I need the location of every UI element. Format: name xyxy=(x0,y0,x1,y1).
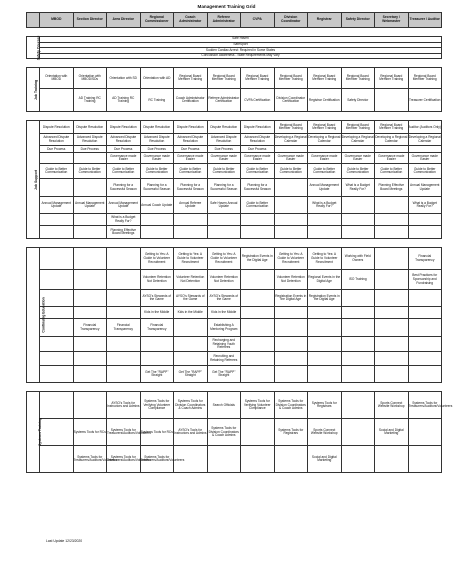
support-cell xyxy=(308,214,342,226)
systems-cell xyxy=(40,419,74,446)
column-header: Registrar xyxy=(308,13,342,28)
training-cell: Orientation with MBOD xyxy=(40,68,74,89)
last-update-footer: Last Update 12/23/2020 xyxy=(46,539,83,543)
education-cell xyxy=(40,248,74,270)
education-cell xyxy=(107,307,141,319)
education-cell xyxy=(140,352,174,366)
education-cell xyxy=(73,337,107,352)
education-cell xyxy=(241,352,275,366)
support-cell: Due Process xyxy=(73,146,107,153)
education-cell: ISO Training xyxy=(341,270,375,290)
education-cell xyxy=(241,270,275,290)
section-spacer xyxy=(27,28,442,37)
safety-course: SafeSport xyxy=(40,42,442,48)
support-cell: Guide to Better Communication xyxy=(241,197,275,214)
column-header: Area Director xyxy=(107,13,141,28)
support-cell xyxy=(140,226,174,239)
column-header: MBOD xyxy=(40,13,74,28)
page-title: Management Training Grid xyxy=(197,4,256,9)
training-cell: Safety Director xyxy=(341,89,375,112)
education-cell xyxy=(308,352,342,366)
education-cell xyxy=(308,319,342,337)
training-cell: Referee Administrator Certification xyxy=(207,89,241,112)
column-header: Division Coordinator xyxy=(274,13,308,28)
support-cell: Developing a Regional Calendar xyxy=(308,134,342,146)
education-cell: AYSO's Stewards of the Game xyxy=(207,290,241,307)
education-cell xyxy=(375,248,409,270)
support-cell xyxy=(274,197,308,214)
education-cell xyxy=(375,366,409,383)
support-cell: Guide to Better Communication xyxy=(107,164,141,179)
support-cell xyxy=(408,146,442,153)
support-cell: Due Process xyxy=(241,146,275,153)
support-cell xyxy=(40,153,74,164)
education-cell: Getting to Yes: A Guide to Volunteer Recruitment xyxy=(274,248,308,270)
support-cell: Governance made Easier xyxy=(107,153,141,164)
education-cell: Getting to Yes: A Guide to Volunteer Recruitment xyxy=(308,248,342,270)
education-cell xyxy=(375,337,409,352)
support-cell: Annual Management Update xyxy=(107,197,141,214)
section-label-systems xyxy=(27,392,43,473)
support-cell xyxy=(73,153,107,164)
support-cell: Planning for a Successful Season xyxy=(207,179,241,197)
education-cell xyxy=(73,290,107,307)
support-cell: Dispute Resolution xyxy=(174,121,208,134)
education-cell: Volunteer Retention Not Detention xyxy=(140,270,174,290)
support-cell xyxy=(341,146,375,153)
support-cell: What is a Budget Really For? xyxy=(107,214,141,226)
education-cell: Volunteer Retention Not Detention xyxy=(207,270,241,290)
support-cell: Guide to Better Communication xyxy=(408,164,442,179)
safety-course: Safe Haven xyxy=(40,37,442,43)
support-cell: Due Process xyxy=(140,146,174,153)
section-label-continuing-ed xyxy=(27,248,46,383)
support-cell: Advanced Dispute Resolution xyxy=(40,134,74,146)
systems-cell xyxy=(341,392,375,419)
support-cell: Regional Board Member Training xyxy=(274,121,308,134)
systems-cell: Systems Tools for Treasurers/Auditors/Volunteers xyxy=(408,392,442,419)
support-cell: What is a Budget Really For? xyxy=(308,197,342,214)
training-cell: Orientation with AD xyxy=(140,68,174,89)
section-label-text: Safety Courses xyxy=(36,35,41,61)
training-cell: AD Training RC Training xyxy=(107,89,141,112)
support-cell: Guide to Better Communication xyxy=(73,164,107,179)
systems-cell: Systems Tools for Division Coordinators & Coach Admins xyxy=(274,392,308,419)
systems-cell xyxy=(40,392,74,419)
education-cell xyxy=(174,352,208,366)
section-spacer xyxy=(27,59,442,68)
education-cell: Get The "RAPP" Straight xyxy=(174,366,208,383)
column-header: CVPA xyxy=(241,13,275,28)
support-cell: Annual Management Update xyxy=(408,179,442,197)
section-spacer xyxy=(27,383,442,392)
systems-cell: Systems Tools for Division Coordinators & Coach Admins xyxy=(207,419,241,446)
support-cell: Guide to Better Communication xyxy=(207,164,241,179)
support-cell: What is a Budget Really For? xyxy=(341,179,375,197)
systems-cell: Sports Connect Website Workshop xyxy=(308,419,342,446)
support-cell: Guide to Better Communication xyxy=(40,164,74,179)
systems-cell: Systems Tools for Division Coordinators & Coach Admins xyxy=(174,392,208,419)
training-cell: Regional Board Member Training xyxy=(408,68,442,89)
support-cell: Developing a Regional Calendar xyxy=(375,134,409,146)
support-cell: Guide to Better Communication xyxy=(174,164,208,179)
support-cell: Annual Management Update xyxy=(308,179,342,197)
systems-cell: Systems Tools for Treasurers/Auditors/Volunteers xyxy=(107,446,141,473)
support-cell: Annual Referee Update xyxy=(174,197,208,214)
support-cell: Governance made Easier xyxy=(274,153,308,164)
column-header: Section Director xyxy=(73,13,107,28)
header-corner xyxy=(27,13,40,28)
training-cell: RC Training xyxy=(140,89,174,112)
education-cell xyxy=(308,337,342,352)
training-cell: Regional Board Member Training xyxy=(174,68,208,89)
support-cell xyxy=(140,214,174,226)
education-cell: Kids in the Middle xyxy=(140,307,174,319)
systems-cell xyxy=(408,419,442,446)
support-cell xyxy=(274,214,308,226)
support-cell: Planning for a Successful Season xyxy=(241,179,275,197)
support-cell xyxy=(274,146,308,153)
systems-cell xyxy=(241,419,275,446)
systems-cell: Systems Tools for Treasurers/Auditors/Volunteers xyxy=(107,419,141,446)
support-cell: Dispute Resolution xyxy=(241,121,275,134)
education-cell xyxy=(375,352,409,366)
support-cell: Advanced Dispute Resolution xyxy=(107,134,141,146)
education-cell xyxy=(341,337,375,352)
systems-cell: Systems Tools for RCs xyxy=(140,419,174,446)
education-cell xyxy=(107,248,141,270)
support-cell xyxy=(341,197,375,214)
support-cell: Due Process xyxy=(174,146,208,153)
support-cell: Annual Management Update xyxy=(73,197,107,214)
support-cell: Advanced Dispute Resolution xyxy=(140,134,174,146)
systems-cell xyxy=(274,446,308,473)
support-cell: Governance made Easier xyxy=(341,153,375,164)
support-cell xyxy=(73,179,107,197)
education-cell xyxy=(241,366,275,383)
support-cell: Advanced Dispute Resolution xyxy=(241,134,275,146)
education-cell xyxy=(174,319,208,337)
education-cell: Getting to Yes: A Guide to Volunteer Recruitment xyxy=(207,248,241,270)
education-cell xyxy=(341,352,375,366)
support-cell xyxy=(274,179,308,197)
support-cell: Developing a Regional Calendar xyxy=(274,134,308,146)
column-header: Coach Administrator xyxy=(174,13,208,28)
education-cell xyxy=(40,352,74,366)
education-cell xyxy=(241,337,275,352)
support-cell xyxy=(40,214,74,226)
support-cell xyxy=(274,226,308,239)
systems-cell: AYSO's Tools for Instructors and Admins xyxy=(107,392,141,419)
column-header: Secretary / Webmaster xyxy=(375,13,409,28)
education-cell xyxy=(241,290,275,307)
systems-cell xyxy=(408,446,442,473)
education-cell xyxy=(107,352,141,366)
support-cell: Planning for a Successful Season xyxy=(174,179,208,197)
support-cell: Dispute Resolution xyxy=(207,121,241,134)
support-cell: Governance made Easier xyxy=(241,153,275,164)
education-cell: Kids in the Middle xyxy=(174,307,208,319)
support-cell xyxy=(375,146,409,153)
support-cell xyxy=(375,226,409,239)
support-cell xyxy=(40,226,74,239)
support-cell: Safe Haven Annual Update xyxy=(207,197,241,214)
support-cell: Governance made Easier xyxy=(375,153,409,164)
systems-cell: Systems Tools for Verifying Volunteer Compliance xyxy=(140,392,174,419)
support-cell xyxy=(341,226,375,239)
education-cell xyxy=(73,352,107,366)
education-cell: Financial Transparency xyxy=(408,248,442,270)
systems-cell: Systems Tools for Registrars xyxy=(308,392,342,419)
support-cell: Dispute Resolution xyxy=(107,121,141,134)
support-cell: Regional Board Member Training xyxy=(341,121,375,134)
support-cell xyxy=(341,214,375,226)
support-cell xyxy=(308,226,342,239)
systems-cell: AYSO's Tools for Instructors and Admins xyxy=(174,419,208,446)
education-cell xyxy=(408,290,442,307)
support-cell xyxy=(174,226,208,239)
education-cell xyxy=(341,366,375,383)
training-cell: Treasurer Certification xyxy=(408,89,442,112)
education-cell: Get The "RAPP" Straight xyxy=(140,366,174,383)
support-cell: Developing a Regional Calendar xyxy=(408,134,442,146)
education-cell xyxy=(73,270,107,290)
support-cell: Advanced Dispute Resolution xyxy=(73,134,107,146)
support-cell: Due Process xyxy=(107,146,141,153)
systems-cell xyxy=(40,446,74,473)
support-cell: Governance made Easier xyxy=(308,153,342,164)
systems-cell: Systems Tools for Verifying Volunteer Compliance xyxy=(241,392,275,419)
education-cell xyxy=(73,307,107,319)
education-cell xyxy=(308,366,342,383)
training-cell: Regional Board Member Training xyxy=(308,68,342,89)
section-label-text: Systems Training xyxy=(38,418,43,447)
education-cell xyxy=(274,352,308,366)
support-cell xyxy=(375,214,409,226)
section-label-safety xyxy=(27,37,40,59)
education-cell: Regional Events in the Digital Age xyxy=(308,270,342,290)
systems-cell xyxy=(73,392,107,419)
support-cell: Advanced Dispute Resolution xyxy=(207,134,241,146)
safety-course: Sudden Cardiac Arrest: Required in Some States xyxy=(40,48,442,54)
education-cell xyxy=(341,290,375,307)
training-cell: CVPA Certification xyxy=(241,89,275,112)
section-spacer xyxy=(27,239,442,248)
education-cell xyxy=(241,307,275,319)
training-cell xyxy=(40,89,74,112)
education-cell xyxy=(274,307,308,319)
support-cell: Planning for a Successful Season xyxy=(140,179,174,197)
support-cell: Developing a Regional Calendar xyxy=(341,134,375,146)
support-cell xyxy=(408,226,442,239)
support-cell xyxy=(207,214,241,226)
support-cell: Guide to Better Communication xyxy=(341,164,375,179)
systems-cell: Social and Digital Marketing xyxy=(375,419,409,446)
systems-cell xyxy=(207,446,241,473)
education-cell xyxy=(174,337,208,352)
education-cell xyxy=(40,337,74,352)
support-cell: Governance made Easier xyxy=(408,153,442,164)
support-cell: Auditor (Auditors Only) xyxy=(408,121,442,134)
support-cell xyxy=(241,214,275,226)
education-cell xyxy=(375,319,409,337)
support-cell: Regional Board Member Training xyxy=(308,121,342,134)
education-cell xyxy=(408,319,442,337)
education-cell xyxy=(408,307,442,319)
column-header: Treasurer / Auditor xyxy=(408,13,442,28)
education-cell xyxy=(274,319,308,337)
systems-cell: Sports Connect Website Workshop xyxy=(375,392,409,419)
education-cell: Financial Transparency xyxy=(107,319,141,337)
education-cell xyxy=(140,337,174,352)
training-grid xyxy=(26,12,453,473)
systems-cell: Systems Tools for Treasurers/Auditors/Volunteers xyxy=(140,446,174,473)
support-cell: Annual Management Update xyxy=(40,197,74,214)
education-cell xyxy=(408,337,442,352)
education-cell: Registration Events in the Digital Age xyxy=(274,290,308,307)
support-cell xyxy=(308,146,342,153)
education-cell xyxy=(375,307,409,319)
education-cell xyxy=(408,352,442,366)
training-cell: Division Coordinator Certification xyxy=(274,89,308,112)
education-cell xyxy=(375,270,409,290)
section-label-text: Job Support xyxy=(34,169,39,190)
support-cell xyxy=(375,197,409,214)
section-label-job-support xyxy=(27,121,40,239)
education-cell: Financial Transparency xyxy=(140,319,174,337)
education-cell xyxy=(107,270,141,290)
support-cell xyxy=(174,214,208,226)
support-cell: Due Process xyxy=(207,146,241,153)
systems-cell: Systems Tools for RCs xyxy=(73,419,107,446)
education-cell xyxy=(308,307,342,319)
training-cell: Regional Board Member Training xyxy=(207,68,241,89)
support-cell: Governance made Easier xyxy=(207,153,241,164)
education-cell: Get The "RAPP" Straight xyxy=(207,366,241,383)
training-cell: Coach Administrator Certification xyxy=(174,89,208,112)
education-cell xyxy=(40,270,74,290)
education-cell xyxy=(107,366,141,383)
education-cell: Establishing A Mentoring Program xyxy=(207,319,241,337)
support-cell: Guide to Better Communication xyxy=(140,164,174,179)
support-cell: Annual Coach Update xyxy=(140,197,174,214)
education-cell: Volunteer Retention Not Detention xyxy=(274,270,308,290)
education-cell xyxy=(107,290,141,307)
education-cell: Getting to Yes: A Guide to Volunteer Recruitment xyxy=(174,248,208,270)
training-cell: AD Training RC Training xyxy=(73,89,107,112)
systems-cell: Systems Tools for Treasurers/Auditors/Volunteers xyxy=(73,446,107,473)
column-header: Safety Director xyxy=(341,13,375,28)
education-cell: Registration Events in the Digital Age xyxy=(308,290,342,307)
column-header: Referee Administrator xyxy=(207,13,241,28)
section-label-text: Continuing Education xyxy=(41,297,46,333)
support-cell: Regional Board Member Training xyxy=(375,121,409,134)
support-cell: Guide to Better Communication xyxy=(308,164,342,179)
support-cell xyxy=(73,214,107,226)
systems-cell xyxy=(241,446,275,473)
education-cell: Financial Transparency xyxy=(73,319,107,337)
training-cell: Regional Board Member Training xyxy=(274,68,308,89)
education-cell xyxy=(341,319,375,337)
support-cell xyxy=(241,226,275,239)
safety-course: Concussion Awareness - State Requirements May Vary xyxy=(40,53,442,59)
systems-cell: Systems Tools for Registrars xyxy=(274,419,308,446)
support-cell: Advanced Dispute Resolution xyxy=(174,134,208,146)
education-cell xyxy=(408,366,442,383)
education-cell xyxy=(73,366,107,383)
column-header: Regional Commissioner xyxy=(140,13,174,28)
systems-cell xyxy=(341,446,375,473)
education-cell: Registration Events in the Digital Age xyxy=(241,248,275,270)
support-cell: Guide to Better Communication xyxy=(375,164,409,179)
support-cell: Planning Effective Board Meetings xyxy=(107,226,141,239)
support-cell xyxy=(40,179,74,197)
support-cell: Planning Effective Board Meetings xyxy=(375,179,409,197)
support-cell: Dispute Resolution xyxy=(40,121,74,134)
support-cell xyxy=(73,226,107,239)
education-cell: Working with Field Owners xyxy=(341,248,375,270)
education-cell xyxy=(241,319,275,337)
education-cell: Recharging and Retaining Youth Referees xyxy=(207,337,241,352)
section-label-text: Job Training xyxy=(34,79,39,100)
education-cell xyxy=(73,248,107,270)
training-cell xyxy=(375,89,409,112)
section-spacer xyxy=(27,112,442,121)
section-label-job-training xyxy=(27,68,40,112)
education-cell xyxy=(107,337,141,352)
support-cell: Planning for a Successful Season xyxy=(107,179,141,197)
training-cell: Regional Board Member Training xyxy=(241,68,275,89)
support-cell: What is a Budget Really For? xyxy=(408,197,442,214)
systems-cell xyxy=(341,419,375,446)
training-cell: Regional Board Member Training xyxy=(375,68,409,89)
education-cell: Volunteer Retention Not Detention xyxy=(174,270,208,290)
education-cell: AYSO's Stewards of the Game xyxy=(174,290,208,307)
support-cell xyxy=(408,214,442,226)
systems-cell: Social and Digital Marketing xyxy=(308,446,342,473)
systems-cell xyxy=(375,446,409,473)
education-cell: Getting to Yes: A Guide to Volunteer Recruitment xyxy=(140,248,174,270)
training-cell: Regional Board Member Training xyxy=(341,68,375,89)
support-cell: Governance made Easier xyxy=(174,153,208,164)
support-cell: Governance made Easier xyxy=(140,153,174,164)
education-cell xyxy=(274,366,308,383)
training-cell: Orientation with MBOD/SDs xyxy=(73,68,107,89)
education-cell: Kids in the Middle xyxy=(207,307,241,319)
education-cell: Recruiting and Retaining Referees xyxy=(207,352,241,366)
support-cell: Due Process xyxy=(40,146,74,153)
training-cell: Registrar Certification xyxy=(308,89,342,112)
support-cell xyxy=(207,226,241,239)
education-cell xyxy=(40,366,74,383)
support-cell: Dispute Resolution xyxy=(140,121,174,134)
support-cell: Guide to Better Communication xyxy=(241,164,275,179)
training-cell: Orientation with SD xyxy=(107,68,141,89)
education-cell: AYSO's Stewards of the Game xyxy=(140,290,174,307)
support-cell: Dispute Resolution xyxy=(73,121,107,134)
systems-cell: Search Officials xyxy=(207,392,241,419)
education-cell xyxy=(274,337,308,352)
education-cell xyxy=(375,290,409,307)
education-cell: Best Practices for Sponsorship and Fundraising xyxy=(408,270,442,290)
education-cell xyxy=(341,307,375,319)
support-cell: Guide to Better Communication xyxy=(274,164,308,179)
